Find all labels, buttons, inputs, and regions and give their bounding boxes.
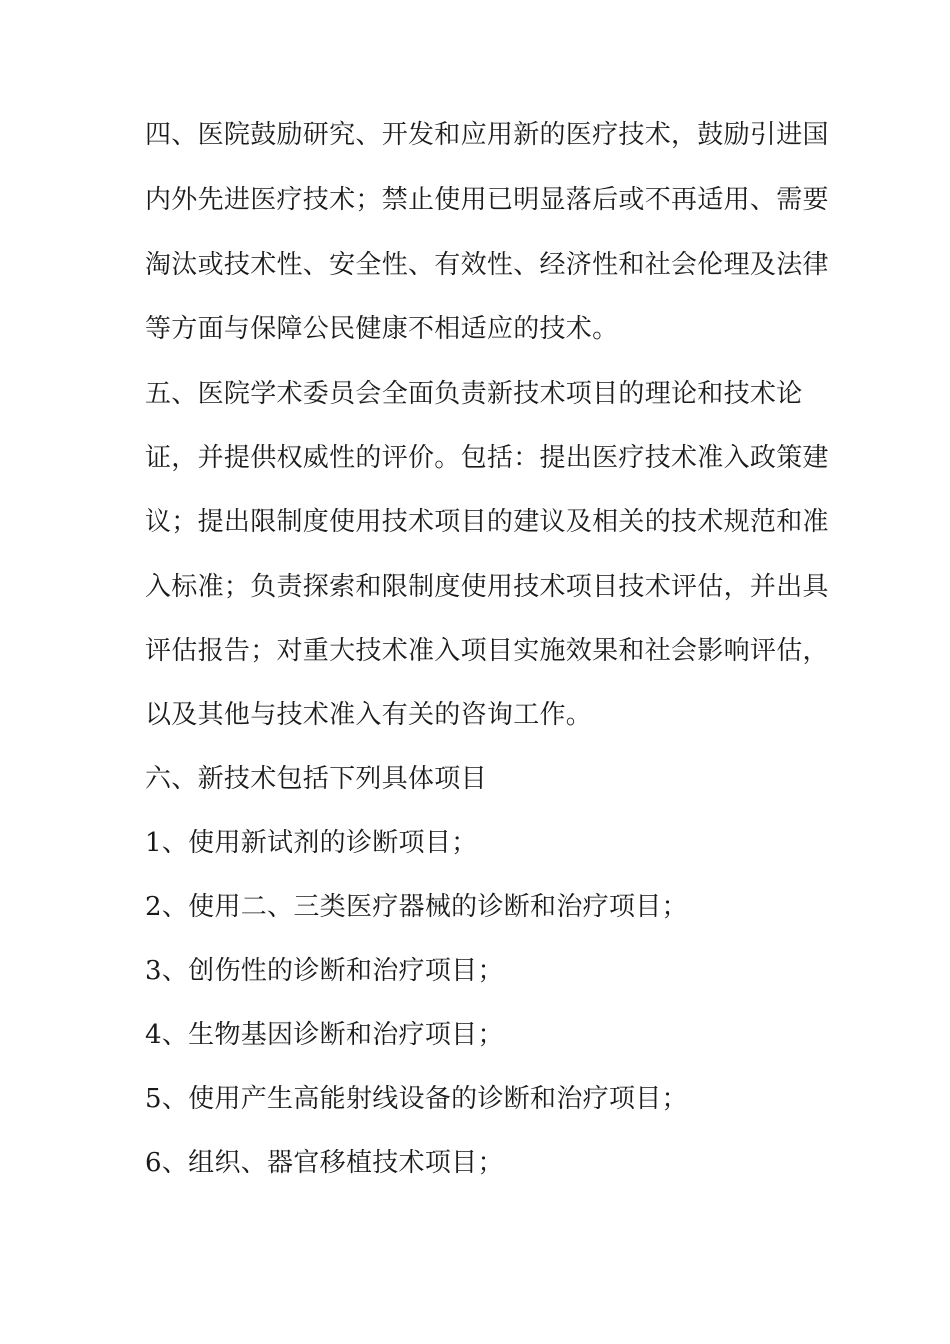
paragraph-5-line-3: 议；提出限制度使用技术项目的建议及相关的技术规范和准 [145,507,829,537]
paragraph-5-line-4: 入标准；负责探索和限制度使用技术项目技术评估，并出具 [145,572,829,602]
paragraph-5-line-2: 证，并提供权威性的评价。包括：提出医疗技术准入政策建 [145,443,829,473]
list-item: 4、生物基因诊断和治疗项目； [145,1020,504,1050]
list-item: 3、创伤性的诊断和治疗项目； [145,956,504,986]
list-item: 5、使用产生高能射线设备的诊断和治疗项目； [145,1084,688,1114]
paragraph-5-line-6: 以及其他与技术准入有关的咨询工作。 [145,700,593,730]
paragraph-4-line-3: 淘汰或技术性、安全性、有效性、经济性和社会伦理及法律 [145,250,829,280]
list-item: 2、使用二、三类医疗器械的诊断和治疗项目； [145,892,688,922]
paragraph-5-line-1: 五、医院学术委员会全面负责新技术项目的理论和技术论 [145,379,803,409]
paragraph-4-line-1: 四、医院鼓励研究、开发和应用新的医疗技术，鼓励引进国 [145,120,829,150]
paragraph-6-heading: 六、新技术包括下列具体项目 [145,764,487,794]
list-item: 1、使用新试剂的诊断项目； [145,828,478,858]
paragraph-4-line-4: 等方面与保障公民健康不相适应的技术。 [145,314,619,344]
list-item: 6、组织、器官移植技术项目； [145,1148,504,1178]
paragraph-4-line-2: 内外先进医疗技术；禁止使用已明显落后或不再适用、需要 [145,185,829,215]
paragraph-5-line-5: 评估报告；对重大技术准入项目实施效果和社会影响评估， [145,636,829,666]
